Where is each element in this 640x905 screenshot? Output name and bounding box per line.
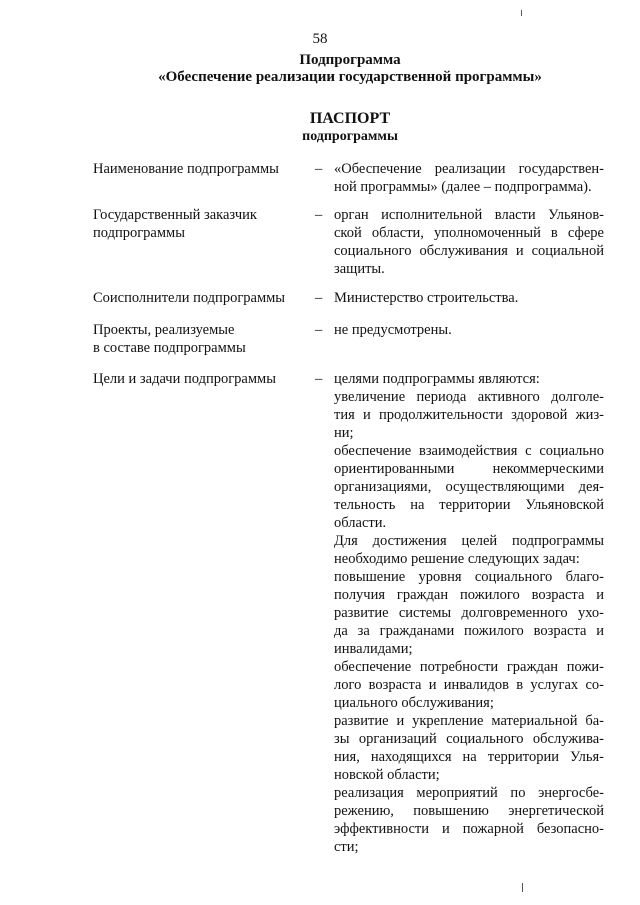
row-value-line: ной программы» (далее – подпрограмма). [334,179,592,195]
row-value-line: новской области; [334,767,440,783]
row-value-line: да за гражданами пожилого возраста и [334,623,604,639]
row-value-line: организациями, осуществляющими дея- [334,479,604,495]
row-label-line: Цели и задачи подпрограммы [93,371,276,387]
row-value-line: не предусмотрены. [334,322,452,338]
row-dash: – [315,161,323,177]
scan-speck [521,10,522,16]
row-value [334,160,604,196]
row-label-line: подпрограммы [93,225,185,241]
passport-subtitle: подпрограммы [302,129,398,144]
row-label [93,370,308,388]
row-value-line: ской области, уполномоченный в сфере [334,225,604,241]
row-value-line: тельность на территории Ульяновской [334,497,604,513]
row-value [334,289,604,307]
row-value-line: лого возраста и инвалидов в услугах со- [334,677,604,693]
row-label [93,321,308,357]
row-value-line: обеспечение потребности граждан пожи- [334,659,604,675]
row-value-line: орган исполнительной власти Ульянов- [334,207,604,223]
row-label-line: Проекты, реализуемые [93,322,235,338]
row-value-line: зы организаций социального обслужива- [334,731,604,747]
row-label-line: Наименование подпрограммы [93,161,279,177]
passport-heading [0,110,640,145]
row-value-line: эффективности и пожарной безопасно- [334,821,604,837]
row-value-line: обеспечение взаимодействия с социально [334,443,604,459]
row-value [334,370,604,856]
row-value-line: тия и продолжительности здоровой жиз- [334,407,604,423]
row-value-line: ния, находящихся на территории Улья- [334,749,604,765]
row-label [93,206,308,242]
row-value-line: ни; [334,425,354,441]
row-value-line: защиты. [334,261,385,277]
row-label [93,289,308,307]
row-label-line: в составе подпрограммы [93,340,246,356]
row-value-line: увеличение периода активного долголе- [334,389,604,405]
row-value-line: ориентированными некоммерческими [334,461,604,477]
row-value-line: развитие и укрепление материальной ба- [334,713,604,729]
row-label-line: Государственный заказчик [93,207,257,223]
row-value-line: режению, повышению энергетической [334,803,604,819]
row-value-line: социального обслуживания и социальной [334,243,604,259]
row-value-line: развитие системы долговременного ухо- [334,605,604,621]
row-value-line: необходимо решение следующих задач: [334,551,580,567]
row-value-line: реализация мероприятий по энергосбе- [334,785,604,801]
passport-title: ПАСПОРТ [309,110,391,127]
row-label [93,160,308,178]
row-dash: – [315,290,323,306]
subprogram-name: «Обеспечение реализации государственной программы» [158,69,542,85]
row-label-line: Соисполнители подпрограммы [93,290,286,306]
row-dash: – [315,371,323,387]
row-value-line: области. [334,515,387,531]
scan-speck [522,883,523,892]
page-number: 58 [312,31,328,47]
subprogram-title: Подпрограмма [299,52,401,68]
row-value-line: инвалидами; [334,641,413,657]
row-dash: – [315,322,323,338]
row-value-line: сти; [334,839,359,855]
row-value-line: Министерство строительства. [334,290,519,306]
row-value-line: Для достижения целей подпрограммы [334,533,604,549]
row-value-line: получия граждан пожилого возраста и [334,587,604,603]
row-value-line: повышение уровня социального благо- [334,569,604,585]
row-value-line: «Обеспечение реализации государствен- [334,161,604,177]
row-dash: – [315,207,323,223]
row-value-line: целями подпрограммы являются: [334,371,540,387]
row-value-line: циального обслуживания; [334,695,494,711]
row-value [334,321,604,339]
row-value [334,206,604,278]
subprogram-header [0,52,640,86]
